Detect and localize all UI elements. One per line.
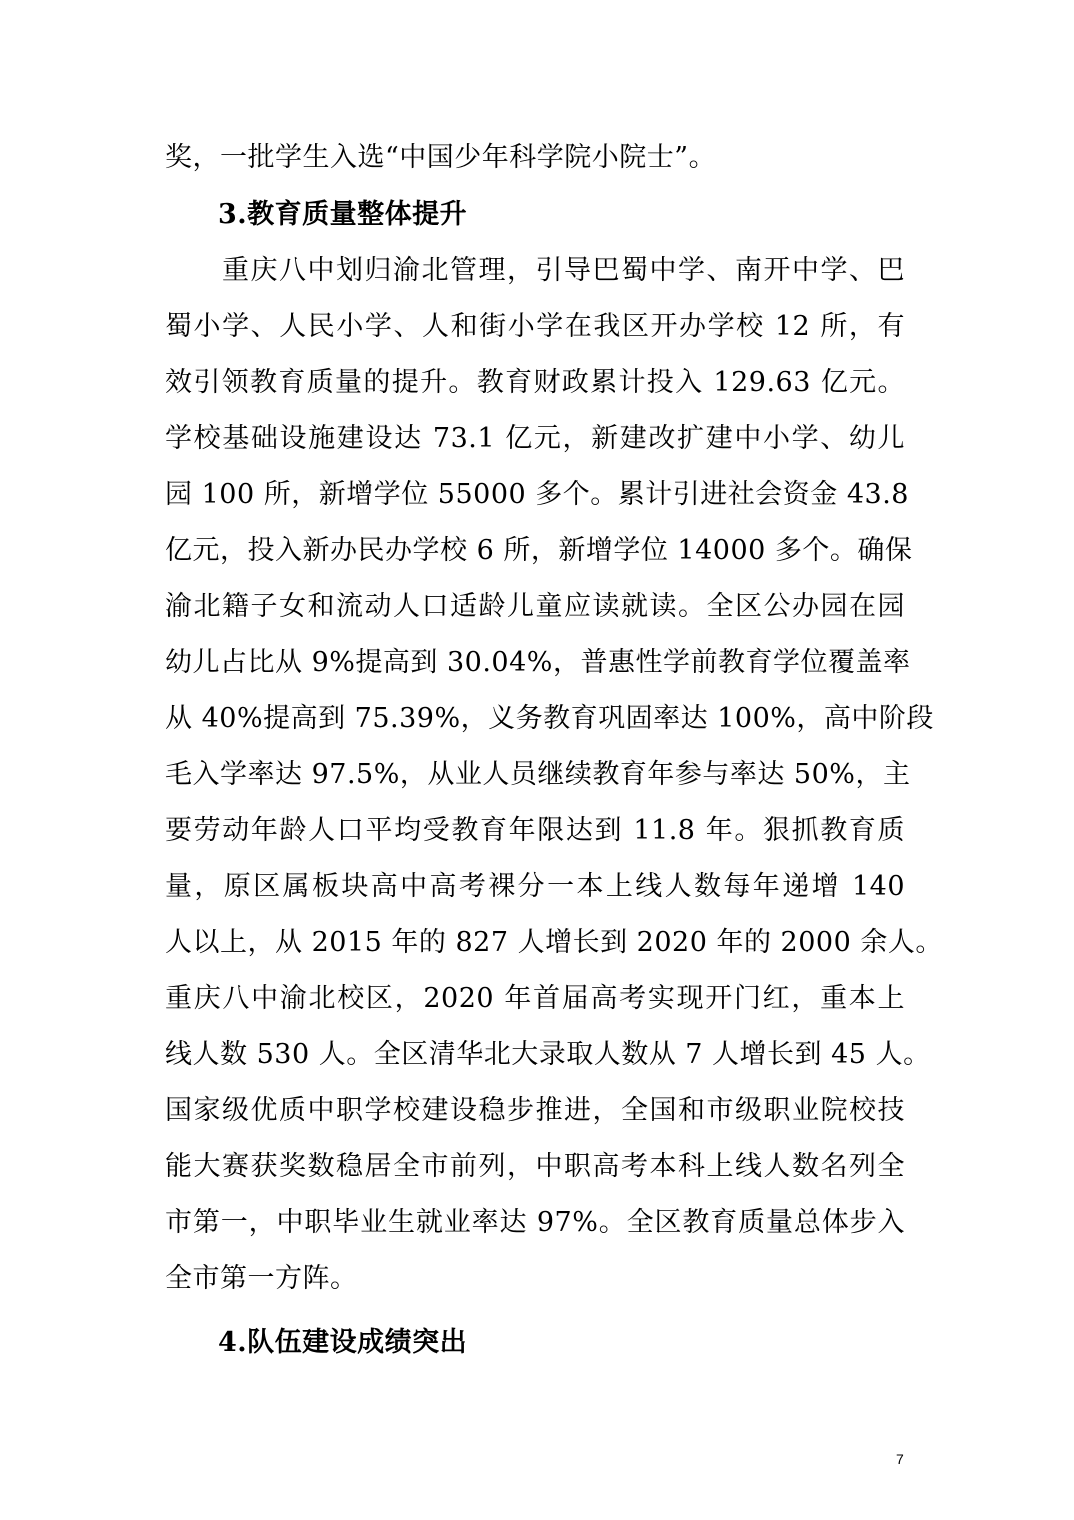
paragraph-line: 市第一，中职毕业生就业率达 97%。全区教育质量总体步入 xyxy=(165,1207,905,1238)
paragraph-line: 亿元，投入新办民办学校 6 所，新增学位 14000 多个。确保 xyxy=(165,535,913,566)
paragraph-line: 重庆八中划归渝北管理，引导巴蜀中学、南开中学、巴 xyxy=(222,255,905,286)
paragraph-line: 毛入学率达 97.5%，从业人员继续教育年参与率达 50%，主 xyxy=(165,759,911,790)
paragraph-line: 园 100 所，新增学位 55000 多个。累计引进社会资金 43.8 xyxy=(165,479,909,510)
page-number: 7 xyxy=(896,1451,904,1467)
paragraph-line: 蜀小学、人民小学、人和街小学在我区开办学校 12 所，有 xyxy=(165,311,905,342)
paragraph-line: 效引领教育质量的提升。教育财政累计投入 129.63 亿元。 xyxy=(165,367,905,398)
paragraph-line: 人以上，从 2015 年的 827 人增长到 2020 年的 2000 余人。 xyxy=(165,927,943,958)
paragraph-line: 量，原区属板块高中高考裸分一本上线人数每年递增 140 xyxy=(165,871,905,902)
paragraph-line: 国家级优质中职学校建设稳步推进，全国和市级职业院校技 xyxy=(165,1095,905,1126)
paragraph-line: 幼儿占比从 9%提高到 30.04%，普惠性学前教育学位覆盖率 xyxy=(165,647,911,678)
paragraph-line: 线人数 530 人。全区清华北大录取人数从 7 人增长到 45 人。 xyxy=(165,1039,931,1070)
section-heading: 3.教育质量整体提升 xyxy=(218,199,468,230)
paragraph-line: 学校基础设施建设达 73.1 亿元，新建改扩建中小学、幼儿 xyxy=(165,423,905,454)
paragraph-line: 从 40%提高到 75.39%，义务教育巩固率达 100%，高中阶段 xyxy=(165,703,934,734)
text-line: 奖，一批学生入选“中国少年科学院小院士”。 xyxy=(165,142,717,173)
paragraph-line: 要劳动年龄人口平均受教育年限达到 11.8 年。狠抓教育质 xyxy=(165,815,905,846)
section-heading: 4.队伍建设成绩突出 xyxy=(218,1327,468,1358)
paragraph-line: 渝北籍子女和流动人口适龄儿童应读就读。全区公办园在园 xyxy=(165,591,905,622)
paragraph-line: 全市第一方阵。 xyxy=(165,1263,358,1294)
paragraph-line: 能大赛获奖数稳居全市前列，中职高考本科上线人数名列全 xyxy=(165,1151,905,1182)
paragraph-line: 重庆八中渝北校区，2020 年首届高考实现开门红，重本上 xyxy=(165,983,905,1014)
